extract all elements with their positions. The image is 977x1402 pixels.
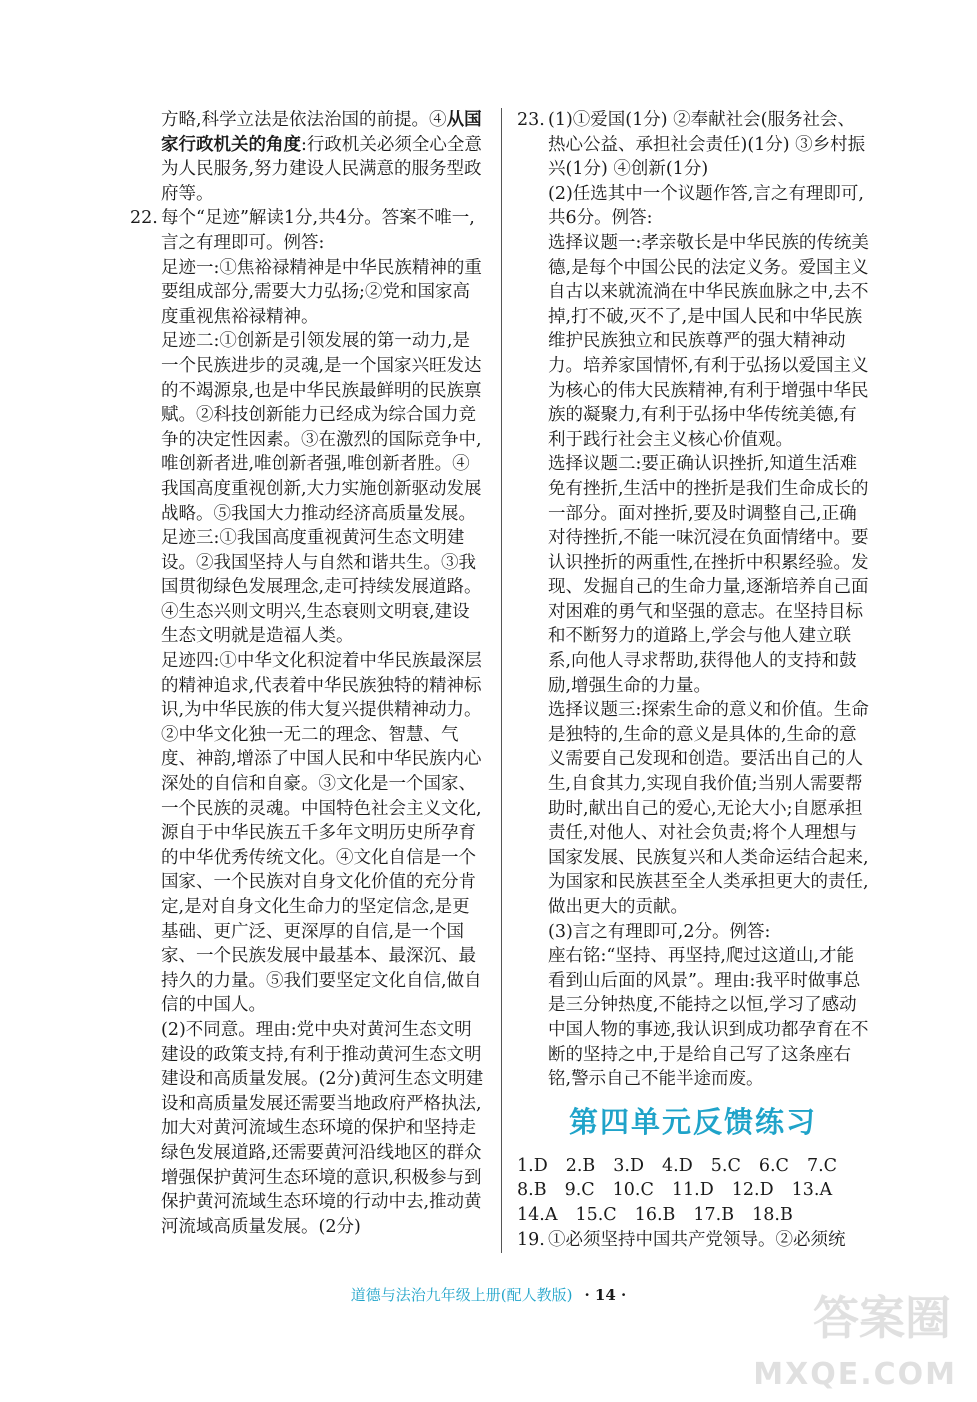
watermark-text: MXQE.COM: [753, 1357, 957, 1392]
q22-footprint-1: 足迹一:①焦裕禄精神是中华民族精神的重要组成部分,需要大力弘扬;②党和国家高度重视焦裕禄精神。: [161, 257, 482, 327]
answer: 6.C: [758, 1155, 789, 1176]
answer: 13.A: [791, 1180, 833, 1201]
q22-footprint-3: 足迹三:①我国高度重视黄河生态文明建设。②我国坚持人与自然和谐共生。③我国贯彻绿色发展理念,走可持续发展道路。④生态兴则文明兴,生态衰则文明衰,建设生态文明就是造福人类。: [161, 528, 482, 647]
q22-part-2: (2)不同意。理由:党中央对黄河生态文明建设的政策支持,有利于推动黄河生态文明建设和高质量发展。(2分)黄河生态文明建设和高质量发展还需要当地政府严格执法,加大对黄河流域生态环境的保护和坚持走绿色发展道路,还需要黄河沿线地区的群众增强保护黄河生态环境的意识,积极参与到保护黄河流域生态环境的行动中去,推动黄河流域高质量发展。(2分): [161, 1019, 484, 1237]
answer: 17.B: [693, 1204, 735, 1225]
q22-footprint-2: 足迹二:①创新是引领发展的第一动力,是一个民族进步的灵魂,是一个国家兴旺发达的不竭源泉,也是中华民族最鲜明的民族禀赋。②科技创新能力已经成为综合国力竞争的决定性因素。③在激烈的国际竞争中,唯创新者进,唯创新者强,唯创新者胜。④我国高度重视创新,大力实施创新驱动发展战略。⑤我国大力推动经济高质量发展。: [161, 331, 482, 524]
answer-key: [517, 1154, 869, 1228]
watermark-logo: 答案圈: [813, 1291, 951, 1345]
left-column: [130, 108, 486, 1239]
answer-row-3: [517, 1203, 869, 1228]
answer: 9.C: [564, 1180, 595, 1201]
q19-text: ①必须坚持中国共产党领导。②必须统: [548, 1229, 846, 1250]
watermark: [753, 1282, 957, 1392]
q23-part-2: (2)任选其中一个议题作答,言之有理即可,共6分。例答:: [548, 183, 864, 229]
q23-topic-2: 选择议题二:要正确认识挫折,知道生活难免有挫折,生活中的挫折是我们生命成长的一部分。面对挫折,要及时调整自己,正确对待挫折,不能一味沉浸在负面情绪中。要认识挫折的两重性,在挫折中积累经验。发现、发掘自己的生命力量,逐渐培养自己面对困难的勇气和坚强的意志。在坚持目标和不断努力的道路上,学会与他人建立联系,向他人寻求帮助,获得他人的支持和鼓励,增强生命的力量。: [548, 454, 869, 696]
question-number: 23.: [517, 110, 545, 130]
answer: 8.B: [517, 1180, 547, 1201]
q22-intro: 每个“足迹”解读1分,共4分。答案不唯一,言之有理即可。例答:: [161, 208, 475, 253]
right-column: [517, 108, 869, 1252]
answer: 4.D: [662, 1155, 693, 1176]
answer-row-1: [517, 1154, 869, 1179]
q23-topic-1: 选择议题一:孝亲敬长是中华民族的传统美德,是每个中国公民的法定义务。爱国主义自古以来就流淌在中华民族血脉之中,去不掉,打不破,灭不了,是中国人民和中华民族维护民族独立和民族尊严的强大精神动力。培养家国情怀,有利于弘扬以爱国主义为核心的伟大民族精神,有利于增强中华民族的凝聚力,有利于弘扬中华传统美德,有利于践行社会主义核心价值观。: [548, 232, 869, 450]
book-title: 道德与法治九年级上册(配人教版): [350, 1286, 573, 1304]
column-divider: [501, 108, 502, 1253]
bold-phrase: 国家行政机关的角度: [161, 110, 482, 155]
answer: 11.D: [671, 1180, 714, 1201]
page-number: · 14 ·: [584, 1286, 627, 1304]
answer: 3.D: [613, 1155, 645, 1176]
question-number: 22.: [130, 208, 158, 229]
q23-topic-3: 选择议题三:探索生命的意义和价值。生命是独特的,生命的意义是具体的,生命的意义需要自己发现和创造。要活出自己的人生,自食其力,实现自我价值;当别人需要帮助时,献出自己的爱心,无论大小;自愿承担责任,对他人、对社会负责;将个人理想与国家发展、民族复兴和人类命运结合起来,为国家和民族甚至全人类承担更大的责任,做出更大的贡献。: [548, 700, 869, 917]
q22-footprint-4: 足迹四:①中华文化积淀着中华民族最深层的精神追求,代表着中华民族独特的精神标识,为中华民族的伟大复兴提供精神动力。②中华文化独一无二的理念、智慧、气度、神韵,增添了中国人民和中华民族内心深处的自信和自豪。③文化是一个国家、一个民族的灵魂。中国特色社会主义文化,源自于中华民族五千多年文明历史所孕育的中华优秀传统文化。④文化自信是一个国家、一个民族对自身文化价值的充分肯定,是对自身文化生命力的坚定信念,是更基础、更广泛、更深厚的自信,是一个国家、一个民族发展中最基本、最深沉、最持久的力量。⑤我们要坚定文化自信,做自信的中国人。: [161, 651, 482, 1016]
answer: 18.B: [752, 1204, 793, 1225]
question-22: [130, 206, 486, 1239]
q23-motto: 座右铭:“坚持、再坚持,爬过这道山,才能看到山后面的风景”。理由:我平时做事总是三分钟热度,不能持之以恒,学习了感动中国人物的事迹,我认识到成功都孕育在不断的坚持之中,于是给自己写了这条座右铭,警示自己不能半途而废。: [548, 946, 869, 1090]
answer: 14.A: [517, 1204, 558, 1225]
answer: 12.D: [731, 1180, 774, 1201]
q23-part-1: (1)①爱国(1分) ②奉献社会(服务社会、热心公益、承担社会责任)(1分) ③乡村振兴(1分) ④创新(1分): [548, 110, 866, 180]
answer: 2.B: [565, 1155, 596, 1176]
section-title: 第四单元反馈练习: [568, 1104, 817, 1139]
answer: 5.C: [710, 1155, 741, 1176]
answer: 7.C: [806, 1155, 838, 1176]
q23-part-3: (3)言之有理即可,2分。例答:: [548, 921, 771, 942]
continued-paragraph: 方略,科学立法是依法治国的前提。④从国家行政机关的角度:行政机关必须全心全意为人民服务,努力建设人民满意的服务型政府等。: [161, 110, 482, 204]
answer-row-2: [517, 1178, 869, 1203]
answer: 16.B: [634, 1204, 676, 1225]
answer: 1.D: [517, 1155, 548, 1176]
answer: 15.C: [575, 1204, 617, 1225]
question-23: [517, 108, 869, 1092]
answer: 10.C: [612, 1180, 654, 1201]
question-number: 19.: [517, 1229, 545, 1250]
question-19: [517, 1228, 869, 1253]
bold-from: 从: [446, 110, 465, 130]
